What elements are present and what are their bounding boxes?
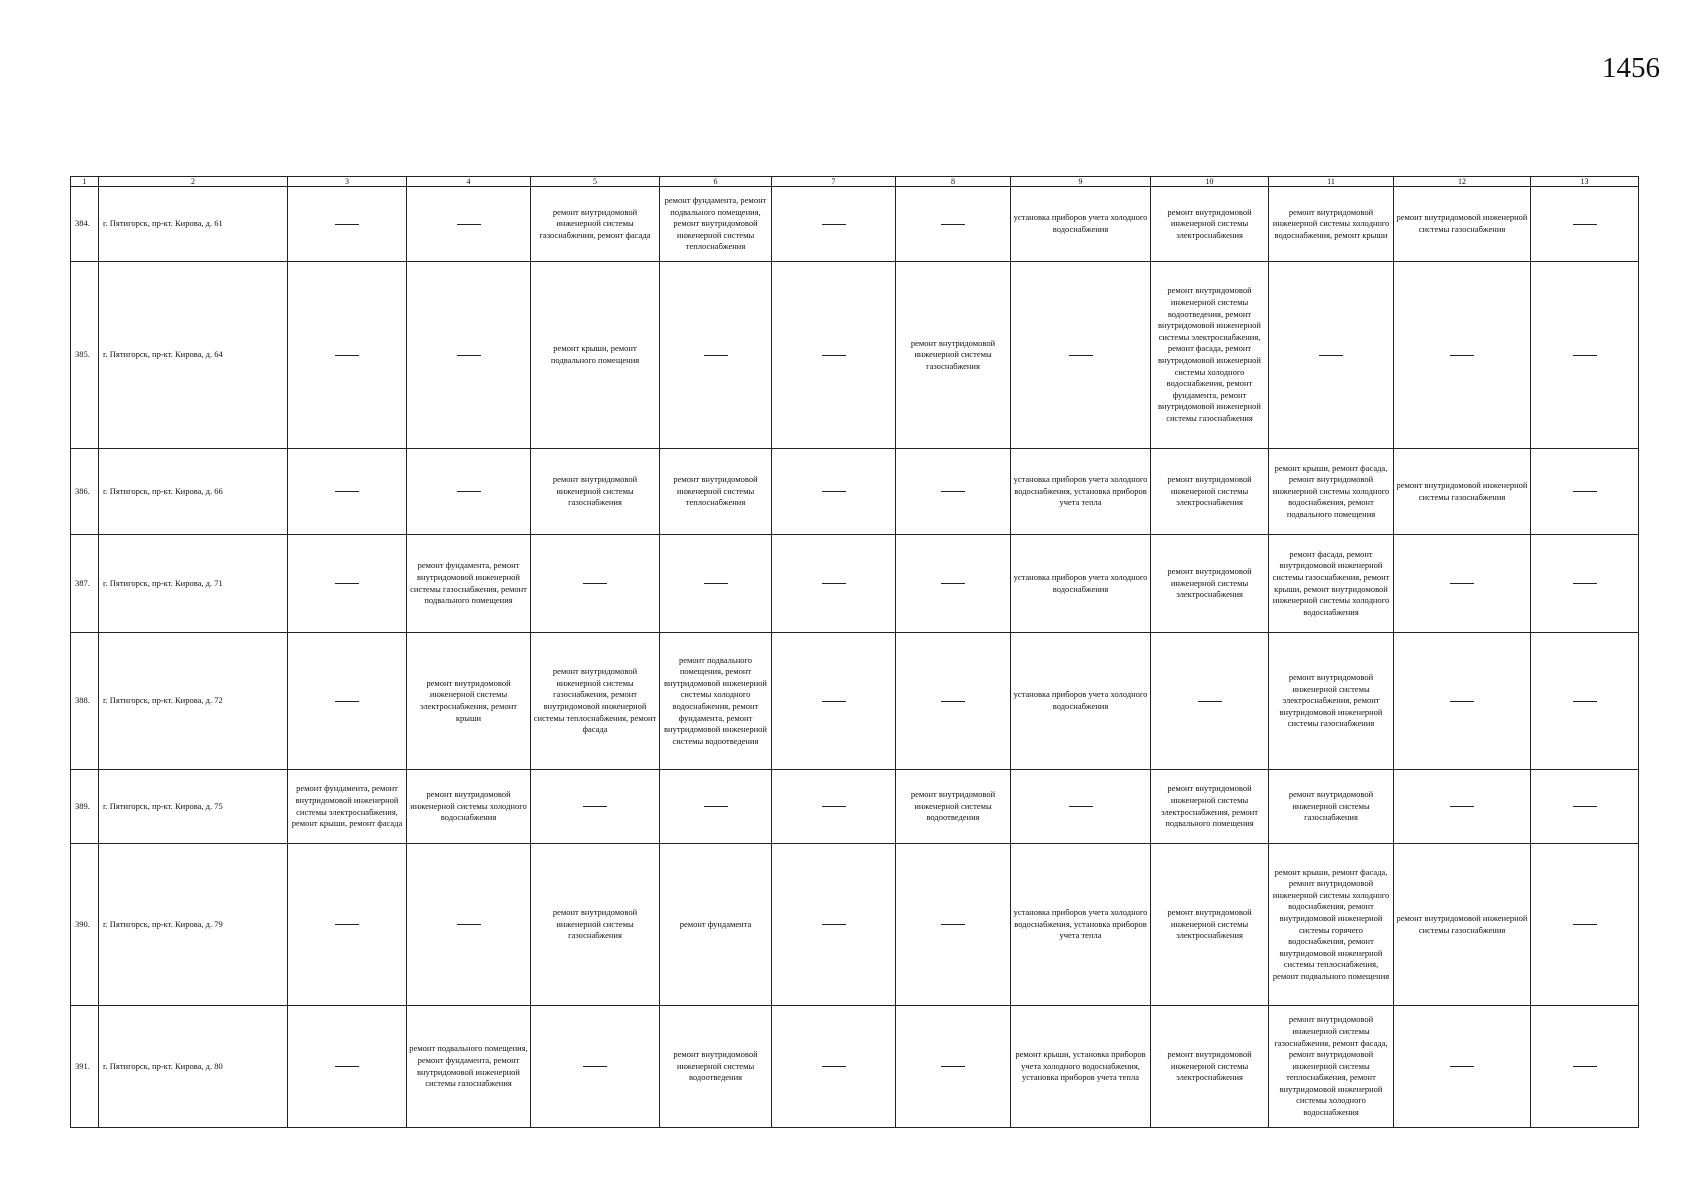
dash-mark <box>335 1066 359 1067</box>
work-cell: ремонт внутридомовой инженерной системы электроснабжения <box>1151 187 1269 262</box>
work-cell: ремонт фундамента, ремонт внутридомовой инженерной системы газоснабжения, ремонт подвального помещения <box>407 535 531 633</box>
empty-cell <box>772 449 896 535</box>
work-cell: ремонт подвального помещения, ремонт фундамента, ремонт внутридомовой инженерной системы газоснабжения <box>407 1006 531 1128</box>
dash-mark <box>1573 224 1597 225</box>
work-cell: установка приборов учета холодного водоснабжения <box>1011 633 1151 770</box>
work-cell: ремонт крыши, установка приборов учета холодного водоснабжения, установка приборов учета тепла <box>1011 1006 1151 1128</box>
empty-cell <box>896 844 1011 1006</box>
row-number: 390. <box>71 844 99 1006</box>
dash-mark <box>1319 355 1343 356</box>
column-header: 13 <box>1531 177 1639 187</box>
address-cell: г. Пятигорск, пр-кт. Кирова, д. 75 <box>99 770 288 844</box>
empty-cell <box>1151 633 1269 770</box>
column-header: 8 <box>896 177 1011 187</box>
dash-mark <box>941 491 965 492</box>
empty-cell <box>1531 449 1639 535</box>
empty-cell <box>772 633 896 770</box>
empty-cell <box>772 844 896 1006</box>
dash-mark <box>583 583 607 584</box>
empty-cell <box>1531 844 1639 1006</box>
dash-mark <box>1069 806 1093 807</box>
work-cell: ремонт внутридомовой инженерной системы газоснабжения <box>531 844 660 1006</box>
table-row <box>71 770 1639 844</box>
column-header: 4 <box>407 177 531 187</box>
empty-cell <box>288 633 407 770</box>
dash-mark <box>822 224 846 225</box>
empty-cell <box>660 262 772 449</box>
empty-cell <box>531 535 660 633</box>
work-cell: ремонт внутридомовой инженерной системы холодного водоснабжения, ремонт крыши <box>1269 187 1394 262</box>
dash-mark <box>335 583 359 584</box>
work-cell: ремонт внутридомовой инженерной системы газоснабжения <box>1394 449 1531 535</box>
empty-cell <box>1531 262 1639 449</box>
address-cell: г. Пятигорск, пр-кт. Кирова, д. 61 <box>99 187 288 262</box>
empty-cell <box>772 535 896 633</box>
page-number: 1456 <box>1602 52 1660 84</box>
work-cell: ремонт фасада, ремонт внутридомовой инженерной системы газоснабжения, ремонт крыши, ремонт внутридомовой инженерной системы холодного водоснабжения <box>1269 535 1394 633</box>
dash-mark <box>583 1066 607 1067</box>
column-header: 1 <box>71 177 99 187</box>
work-cell: ремонт подвального помещения, ремонт внутридомовой инженерной системы холодного водоснабжения, ремонт фундамента, ремонт внутридомовой инженерной системы водоотведения <box>660 633 772 770</box>
empty-cell <box>896 633 1011 770</box>
empty-cell <box>1394 770 1531 844</box>
empty-cell <box>772 262 896 449</box>
dash-mark <box>1573 355 1597 356</box>
empty-cell <box>1394 1006 1531 1128</box>
dash-mark <box>822 924 846 925</box>
work-cell: ремонт внутридомовой инженерной системы электроснабжения, ремонт крыши <box>407 633 531 770</box>
work-cell: ремонт фундамента, ремонт внутридомовой инженерной системы электроснабжения, ремонт крыши, ремонт фасада <box>288 770 407 844</box>
dash-mark <box>1069 355 1093 356</box>
works-table <box>70 176 1639 1128</box>
empty-cell <box>288 535 407 633</box>
empty-cell <box>407 844 531 1006</box>
work-cell: ремонт крыши, ремонт фасада, ремонт внутридомовой инженерной системы холодного водоснабжения, ремонт внутридомовой инженерной системы горячего водоснабжения, ремонт внутридомовой инженерной системы теплоснабжения, ремонт подвального помещения <box>1269 844 1394 1006</box>
dash-mark <box>1450 1066 1474 1067</box>
dash-mark <box>941 701 965 702</box>
dash-mark <box>941 583 965 584</box>
work-cell: ремонт внутридомовой инженерной системы водоотведения <box>660 1006 772 1128</box>
dash-mark <box>941 1066 965 1067</box>
empty-cell <box>1394 262 1531 449</box>
dash-mark <box>1573 1066 1597 1067</box>
work-cell: ремонт крыши, ремонт фасада, ремонт внутридомовой инженерной системы холодного водоснабжения, ремонт подвального помещения <box>1269 449 1394 535</box>
work-cell: ремонт крыши, ремонт подвального помещения <box>531 262 660 449</box>
work-cell: установка приборов учета холодного водоснабжения, установка приборов учета тепла <box>1011 844 1151 1006</box>
work-cell: ремонт внутридомовой инженерной системы водоотведения <box>896 770 1011 844</box>
dash-mark <box>1450 701 1474 702</box>
dash-mark <box>822 491 846 492</box>
empty-cell <box>288 262 407 449</box>
empty-cell <box>288 1006 407 1128</box>
work-cell: ремонт внутридомовой инженерной системы электроснабжения <box>1151 1006 1269 1128</box>
table-row <box>71 187 1639 262</box>
empty-cell <box>1531 1006 1639 1128</box>
dash-mark <box>822 806 846 807</box>
dash-mark <box>704 583 728 584</box>
row-number: 388. <box>71 633 99 770</box>
address-cell: г. Пятигорск, пр-кт. Кирова, д. 72 <box>99 633 288 770</box>
dash-mark <box>335 355 359 356</box>
dash-mark <box>1450 583 1474 584</box>
dash-mark <box>457 224 481 225</box>
empty-cell <box>660 535 772 633</box>
column-header: 12 <box>1394 177 1531 187</box>
work-cell: ремонт фундамента, ремонт подвального помещения, ремонт внутридомовой инженерной системы теплоснабжения <box>660 187 772 262</box>
column-header: 2 <box>99 177 288 187</box>
work-cell: ремонт внутридомовой инженерной системы водоотведения, ремонт внутридомовой инженерной системы электроснабжения, ремонт фасада, ремонт внутридомовой инженерной системы холодного водоснабжения, ремонт фундамента, ремонт внутридомовой инженерной системы газоснабжения <box>1151 262 1269 449</box>
empty-cell <box>1394 535 1531 633</box>
address-cell: г. Пятигорск, пр-кт. Кирова, д. 71 <box>99 535 288 633</box>
work-cell: ремонт внутридомовой инженерной системы электроснабжения <box>1151 535 1269 633</box>
empty-cell <box>896 535 1011 633</box>
work-cell: ремонт внутридомовой инженерной системы холодного водоснабжения <box>407 770 531 844</box>
empty-cell <box>531 1006 660 1128</box>
dash-mark <box>457 355 481 356</box>
dash-mark <box>335 491 359 492</box>
dash-mark <box>704 355 728 356</box>
dash-mark <box>822 1066 846 1067</box>
empty-cell <box>1269 262 1394 449</box>
column-header: 3 <box>288 177 407 187</box>
address-cell: г. Пятигорск, пр-кт. Кирова, д. 80 <box>99 1006 288 1128</box>
address-cell: г. Пятигорск, пр-кт. Кирова, д. 79 <box>99 844 288 1006</box>
work-cell: ремонт фундамента <box>660 844 772 1006</box>
empty-cell <box>1531 770 1639 844</box>
dash-mark <box>335 924 359 925</box>
work-cell: ремонт внутридомовой инженерной системы теплоснабжения <box>660 449 772 535</box>
empty-cell <box>660 770 772 844</box>
work-cell: ремонт внутридомовой инженерной системы газоснабжения, ремонт фасада, ремонт внутридомовой инженерной системы теплоснабжения, ремонт внутридомовой инженерной системы холодного водоснабжения <box>1269 1006 1394 1128</box>
empty-cell <box>1011 770 1151 844</box>
empty-cell <box>772 1006 896 1128</box>
dash-mark <box>704 806 728 807</box>
dash-mark <box>1573 701 1597 702</box>
dash-mark <box>1450 355 1474 356</box>
empty-cell <box>288 844 407 1006</box>
table-row <box>71 633 1639 770</box>
empty-cell <box>407 187 531 262</box>
table-row <box>71 535 1639 633</box>
empty-cell <box>896 449 1011 535</box>
address-cell: г. Пятигорск, пр-кт. Кирова, д. 66 <box>99 449 288 535</box>
empty-cell <box>407 449 531 535</box>
dash-mark <box>457 924 481 925</box>
column-header: 9 <box>1011 177 1151 187</box>
empty-cell <box>531 770 660 844</box>
empty-cell <box>772 187 896 262</box>
empty-cell <box>772 770 896 844</box>
dash-mark <box>1573 491 1597 492</box>
dash-mark <box>941 924 965 925</box>
dash-mark <box>1573 806 1597 807</box>
row-number: 384. <box>71 187 99 262</box>
dash-mark <box>941 224 965 225</box>
work-cell: ремонт внутридомовой инженерной системы электроснабжения <box>1151 449 1269 535</box>
empty-cell <box>896 1006 1011 1128</box>
dash-mark <box>822 701 846 702</box>
column-header: 6 <box>660 177 772 187</box>
empty-cell <box>1011 262 1151 449</box>
work-cell: ремонт внутридомовой инженерной системы электроснабжения, ремонт внутридомовой инженерной системы газоснабжения <box>1269 633 1394 770</box>
table-row <box>71 262 1639 449</box>
dash-mark <box>457 491 481 492</box>
column-header: 7 <box>772 177 896 187</box>
empty-cell <box>1394 633 1531 770</box>
column-header: 10 <box>1151 177 1269 187</box>
dash-mark <box>335 224 359 225</box>
dash-mark <box>1573 583 1597 584</box>
column-header: 5 <box>531 177 660 187</box>
work-cell: ремонт внутридомовой инженерной системы газоснабжения <box>1394 844 1531 1006</box>
work-cell: ремонт внутридомовой инженерной системы газоснабжения <box>1269 770 1394 844</box>
dash-mark <box>583 806 607 807</box>
empty-cell <box>288 187 407 262</box>
work-cell: установка приборов учета холодного водоснабжения <box>1011 187 1151 262</box>
empty-cell <box>1531 633 1639 770</box>
dash-mark <box>822 583 846 584</box>
row-number: 391. <box>71 1006 99 1128</box>
dash-mark <box>1450 806 1474 807</box>
table-row <box>71 449 1639 535</box>
work-cell: ремонт внутридомовой инженерной системы газоснабжения, ремонт внутридомовой инженерной системы теплоснабжения, ремонт фасада <box>531 633 660 770</box>
work-cell: ремонт внутридомовой инженерной системы газоснабжения, ремонт фасада <box>531 187 660 262</box>
dash-mark <box>335 701 359 702</box>
table-row <box>71 1006 1639 1128</box>
empty-cell <box>288 449 407 535</box>
column-number-row <box>71 177 1639 187</box>
work-cell: установка приборов учета холодного водоснабжения <box>1011 535 1151 633</box>
column-header: 11 <box>1269 177 1394 187</box>
work-cell: ремонт внутридомовой инженерной системы газоснабжения <box>896 262 1011 449</box>
work-cell: ремонт внутридомовой инженерной системы электроснабжения, ремонт подвального помещения <box>1151 770 1269 844</box>
row-number: 389. <box>71 770 99 844</box>
dash-mark <box>1198 701 1222 702</box>
dash-mark <box>1573 924 1597 925</box>
empty-cell <box>407 262 531 449</box>
work-cell: ремонт внутридомовой инженерной системы электроснабжения <box>1151 844 1269 1006</box>
table-row <box>71 844 1639 1006</box>
row-number: 385. <box>71 262 99 449</box>
empty-cell <box>1531 187 1639 262</box>
dash-mark <box>822 355 846 356</box>
work-cell: установка приборов учета холодного водоснабжения, установка приборов учета тепла <box>1011 449 1151 535</box>
empty-cell <box>1531 535 1639 633</box>
work-cell: ремонт внутридомовой инженерной системы газоснабжения <box>531 449 660 535</box>
table-body <box>71 177 1639 1128</box>
empty-cell <box>896 187 1011 262</box>
row-number: 387. <box>71 535 99 633</box>
row-number: 386. <box>71 449 99 535</box>
address-cell: г. Пятигорск, пр-кт. Кирова, д. 64 <box>99 262 288 449</box>
work-cell: ремонт внутридомовой инженерной системы газоснабжения <box>1394 187 1531 262</box>
